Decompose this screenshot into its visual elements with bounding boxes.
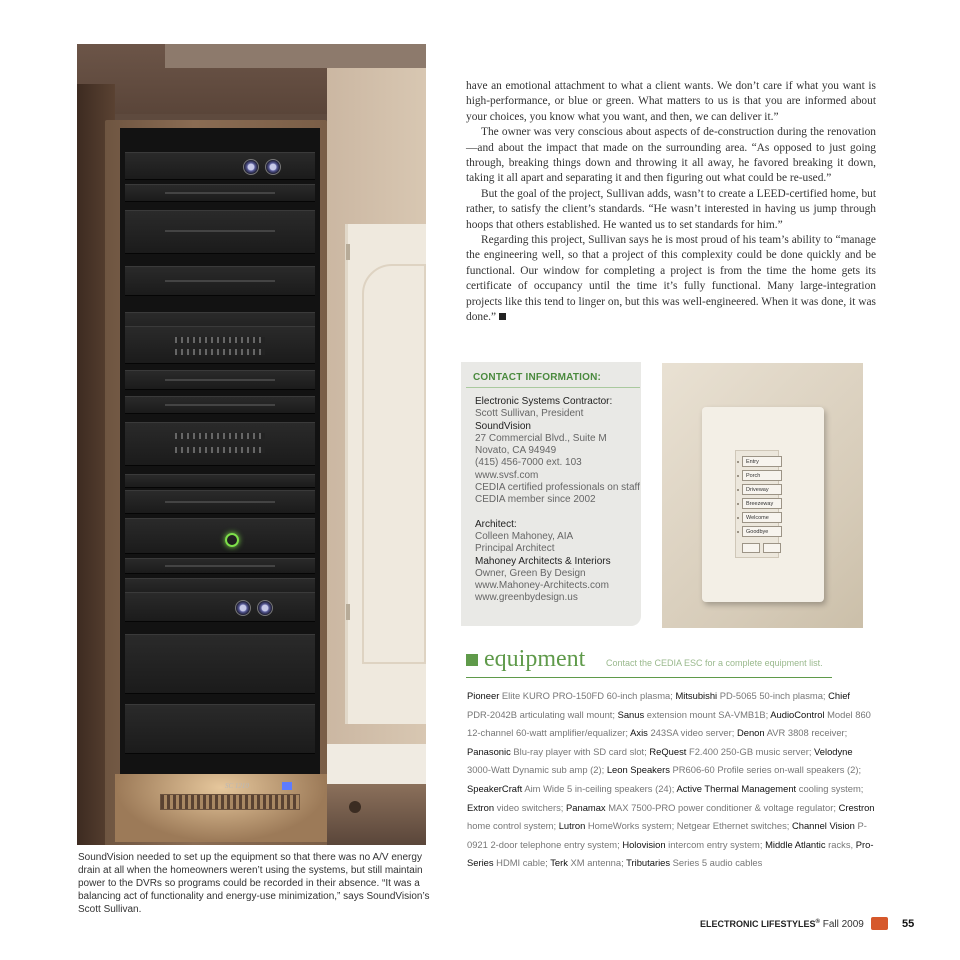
architect-website-1[interactable]: www.Mahoney-Architects.com <box>475 580 609 592</box>
equipment-list <box>467 687 875 873</box>
equipment-description: PD-5065 50-inch plasma; <box>717 690 829 701</box>
equipment-subtitle: Contact the CEDIA ESC for a complete equipment list. <box>606 658 823 668</box>
article-paragraph: The owner was very conscious about aspects of de-construction during the renovation—and about the impact that made on the surrounding area. “As opposed to just going through, breaking things down and throwing it all away, he favored breaking it down, taking it all apart and separating it and then figuring out what could be re-used.” <box>466 126 876 185</box>
keypad-button: Driveway <box>742 484 782 495</box>
article-paragraph-text: Regarding this project, Sullivan says he is most proud of his team’s ability to “manage the engineering well, so that a project of this complexity could be done quickly and be functional. Our window for completing a project is from the time the home gets its certificate of occupancy until the time it’s fully functional. Many large-integration projects like this tend to linger on, but this was well-engineered. When it was done, it was done.” <box>466 234 876 324</box>
architect-website-2[interactable]: www.greenbydesign.us <box>475 592 578 604</box>
contractor-label: Electronic Systems Contractor: <box>475 396 613 407</box>
equipment-brand: Extron <box>467 801 495 813</box>
contractor-website[interactable]: www.svsf.com <box>475 469 539 481</box>
equipment-brand: Panasonic <box>467 745 511 757</box>
equipment-brand: SpeakerCraft <box>467 782 523 794</box>
cedia-logo-icon <box>871 917 888 930</box>
article-paragraph: have an emotional attachment to what a client wants. We don’t care if what you want is high-performance, or blue or green. What matters to us is that you are informed about your choices, you know what you want, and then, we can deliver it.” <box>466 80 876 123</box>
equipment-brand: Chief <box>828 690 851 701</box>
equipment-brand: Sanus <box>617 708 645 720</box>
equipment-description: XM antenna; <box>567 857 627 869</box>
equipment-description: HomeWorks system; Netgear Ethernet switches; <box>585 820 792 832</box>
equipment-description: Model 860 12-channel 60-watt amplifier/equalizer; <box>467 708 871 739</box>
contractor-note-2: CEDIA member since 2002 <box>475 494 596 506</box>
contractor-company: SoundVision <box>475 420 531 432</box>
equipment-description: Aim Wide 5 in-ceiling speakers (24); <box>522 782 677 794</box>
page-footer <box>700 919 864 930</box>
equipment-description: HDMI cable; <box>493 857 551 869</box>
equipment-square-icon <box>466 654 478 666</box>
equipment-brand: Terk <box>550 857 568 869</box>
equipment-brand: Holovision <box>622 838 666 850</box>
equipment-description: P-0921 2-door telephone entry system; <box>467 820 867 850</box>
rack-unit-label: SC 1210 <box>225 782 249 790</box>
publication-name: ELECTRONIC LIFESTYLES <box>700 919 816 929</box>
equipment-brand: Lutron <box>558 820 586 832</box>
contact-details <box>475 396 640 605</box>
issue-date: Fall 2009 <box>819 919 864 930</box>
contact-divider <box>466 387 640 388</box>
equipment-brand: Denon <box>736 727 765 739</box>
keypad-button: Breezeway <box>742 498 782 509</box>
equipment-description: 243SA video server; <box>647 727 737 739</box>
contractor-address-2: Novato, CA 94949 <box>475 445 557 457</box>
equipment-brand: ReQuest <box>649 745 687 757</box>
equipment-brand: Middle Atlantic <box>765 838 826 850</box>
equipment-brand: Pro-Series <box>467 838 874 869</box>
equipment-brand: Panamax <box>566 801 606 813</box>
equipment-description: MAX 7500-PRO power conditioner & voltage regulator; <box>605 801 839 813</box>
equipment-brand: Axis <box>630 727 648 739</box>
equipment-description: F2.400 250-GB music server; <box>686 745 815 757</box>
equipment-description: intercom entry system; <box>665 838 766 850</box>
article-paragraph <box>466 233 876 325</box>
contractor-address-1: 27 Commercial Blvd., Suite M <box>475 432 607 444</box>
keypad-button: Porch <box>742 470 782 481</box>
equipment-description: racks, <box>825 838 856 850</box>
equipment-brand: Mitsubishi <box>675 690 718 701</box>
end-mark-icon <box>499 313 506 320</box>
equipment-description: PDR-2042B articulating wall mount; <box>467 708 618 720</box>
architect-role: Principal Architect <box>475 543 555 555</box>
keypad-button: Goodbye <box>742 526 782 537</box>
architect-label: Architect: <box>475 518 517 530</box>
equipment-description: AVR 3808 receiver; <box>764 727 848 739</box>
keypad-button: Entry <box>742 456 782 467</box>
page-number: 55 <box>902 918 915 930</box>
equipment-description: extension mount SA-VMB1B; <box>644 708 771 720</box>
article-paragraph: But the goal of the project, Sullivan adds, wasn’t to create a LEED-certified home, but rather, to satisfy the client’s standards. “He wasn’t interested in having us jump through hoops that others established. He wanted us to set standards for him.” <box>466 187 876 231</box>
equipment-description: PR606-60 Profile series on-wall speakers (2); <box>669 764 862 776</box>
contractor-person: Scott Sullivan, President <box>475 408 584 420</box>
equipment-description: cooling system; <box>796 782 864 794</box>
equipment-description: 3000-Watt Dynamic sub amp (2); <box>467 764 607 776</box>
equipment-description: Elite KURO PRO-150FD 60-inch plasma; <box>499 690 676 701</box>
equipment-divider <box>466 677 832 678</box>
architect-person: Colleen Mahoney, AIA <box>475 530 574 542</box>
article-body <box>466 79 876 326</box>
equipment-description: Series 5 audio cables <box>670 857 763 869</box>
equipment-description: Blu-ray player with SD card slot; <box>510 745 650 757</box>
keypad-button: Welcome <box>742 512 782 523</box>
equipment-brand: Tributaries <box>626 857 671 869</box>
contact-heading: CONTACT INFORMATION: <box>473 372 602 383</box>
equipment-brand: AudioControl <box>770 708 825 720</box>
registered-mark: ® <box>815 919 820 925</box>
equipment-brand: Pioneer <box>467 690 500 701</box>
contractor-note-1: CEDIA certified professionals on staff <box>475 482 640 494</box>
equipment-brand: Active Thermal Management <box>676 782 797 794</box>
equipment-description: video switchers; <box>494 801 567 813</box>
equipment-description: home control system; <box>467 820 559 832</box>
architect-owner: Owner, Green By Design <box>475 567 586 579</box>
equipment-rack-photo <box>77 44 426 845</box>
photo-caption: SoundVision needed to set up the equipment so that there was no A/V energy drain at all when the homeowners weren’t using the systems, but still maintain power to the DVRs so programs could be recorded in their absence. “It was a balancing act of functionality and energy-use minimization,” says SoundVision’s Scott Sullivan. <box>78 852 430 915</box>
lighting-keypad-photo <box>662 363 863 628</box>
equipment-brand: Channel Vision <box>791 820 855 832</box>
contractor-phone: (415) 456-7000 ext. 103 <box>475 457 582 469</box>
architect-company: Mahoney Architects & Interiors <box>475 555 611 567</box>
equipment-brand: Velodyne <box>814 745 853 757</box>
equipment-brand: Leon Speakers <box>606 764 670 776</box>
equipment-brand: Crestron <box>838 801 875 813</box>
equipment-title: equipment <box>484 646 586 672</box>
